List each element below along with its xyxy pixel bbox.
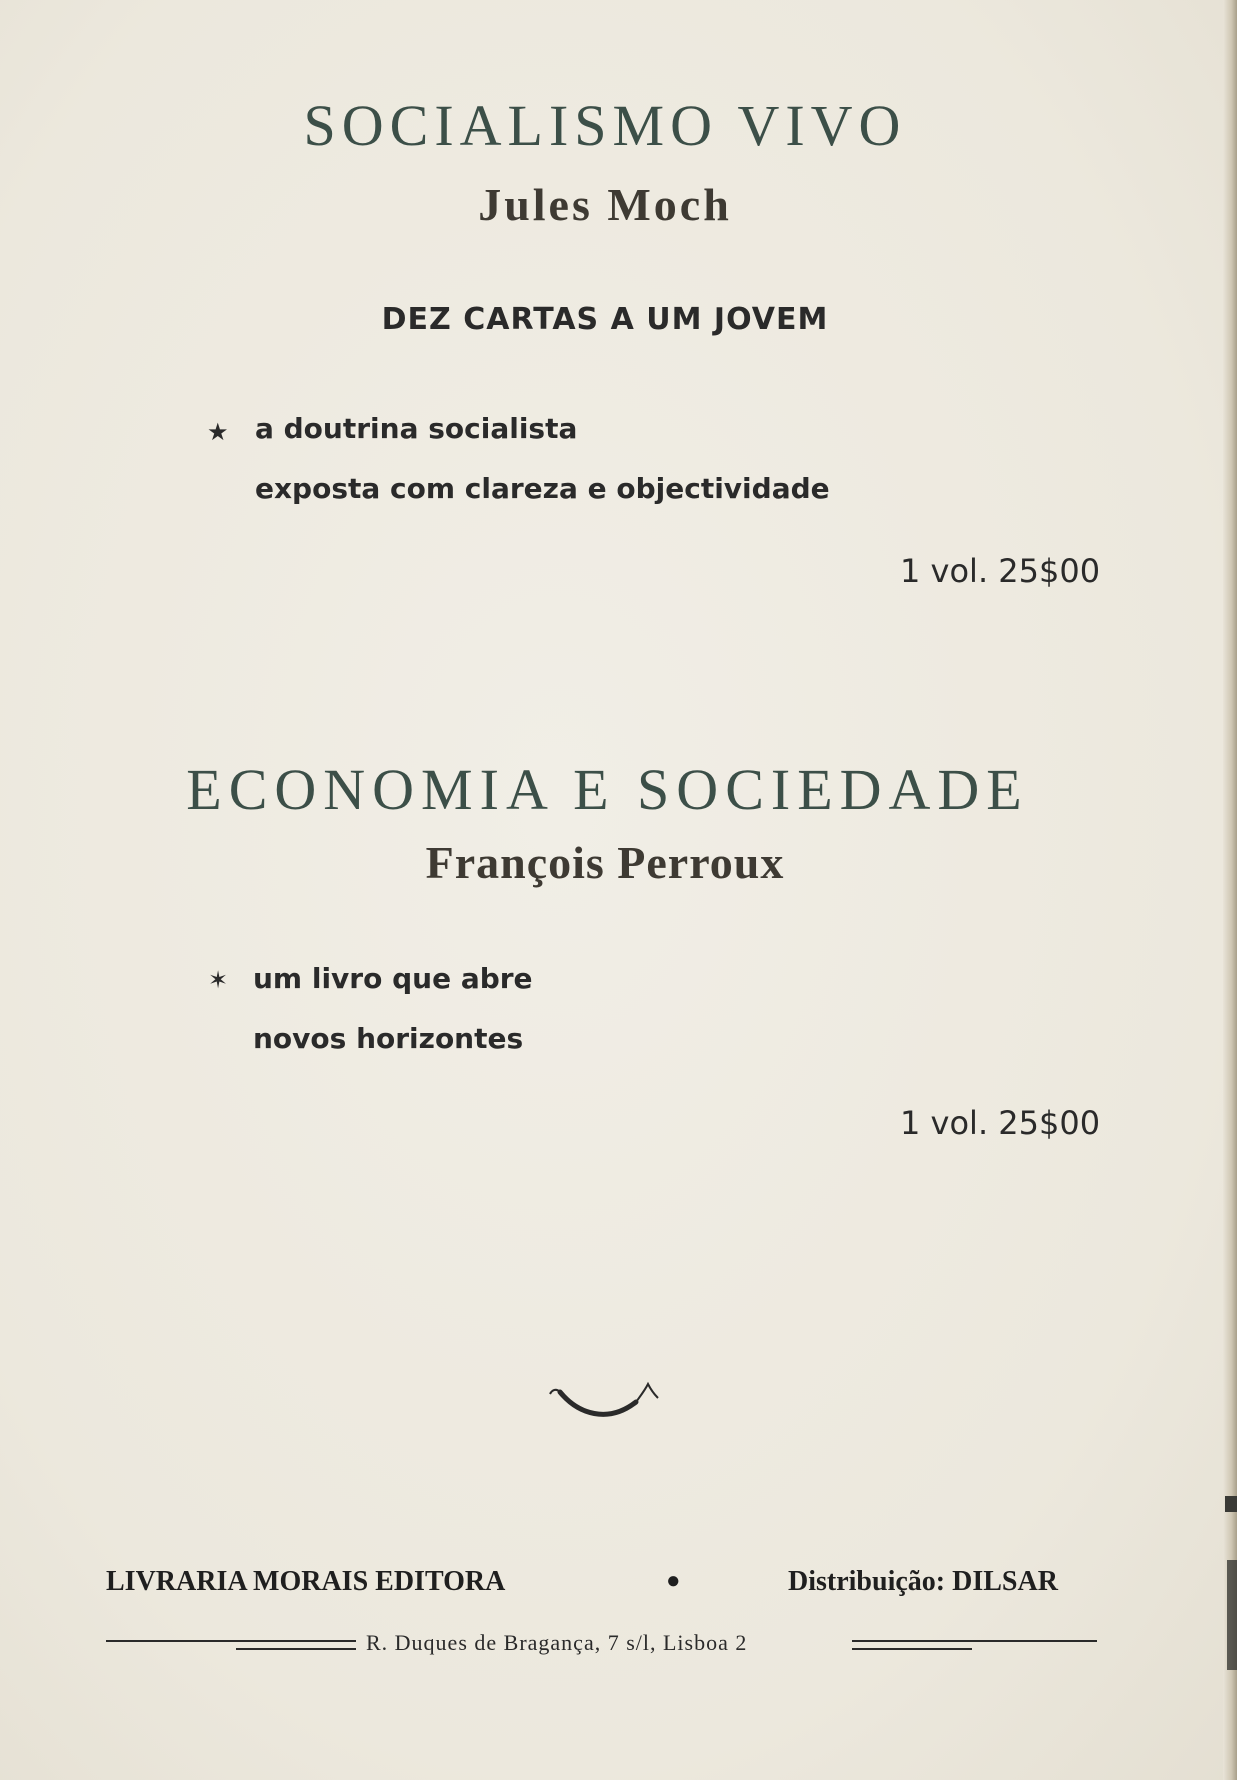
address: R. Duques de Bragança, 7 s/l, Lisboa 2 [366,1630,748,1655]
publisher-name: LIVRARIA MORAIS EDITORA [106,1566,506,1597]
address-rule-left-top [106,1640,356,1642]
spine-mark [1227,1560,1237,1670]
book-spine-edge [1223,0,1237,1780]
address-rule-right-bottom [852,1648,972,1650]
ornament-icon [548,1380,660,1424]
book2-blurb-line1: um livro que abre [253,962,533,995]
star-icon: ★ [207,418,229,446]
book2-blurb-line2: novos horizontes [253,1022,524,1055]
book1-blurb-line1: a doutrina socialista [255,412,578,445]
asterisk-icon: ✶ [208,966,229,994]
book2-price: 1 vol. 25$00 [900,1104,1101,1142]
book2-title: ECONOMIA E SOCIEDADE [186,757,1029,822]
book1-author: Jules Moch [478,179,732,230]
book1-title: SOCIALISMO VIVO [303,93,907,158]
book1-subtitle: DEZ CARTAS A UM JOVEM [381,302,829,337]
book1-price: 1 vol. 25$00 [900,552,1101,590]
footer-separator-dot: ● [666,1568,681,1594]
address-rule-left-bottom [236,1648,356,1650]
book1-blurb-line2: exposta com clareza e objectividade [255,472,830,505]
distribution-info: Distribuição: DILSAR [788,1566,1058,1597]
address-rule-right-top [852,1640,1097,1642]
spine-mark [1225,1496,1237,1512]
book2-author: François Perroux [425,837,785,888]
